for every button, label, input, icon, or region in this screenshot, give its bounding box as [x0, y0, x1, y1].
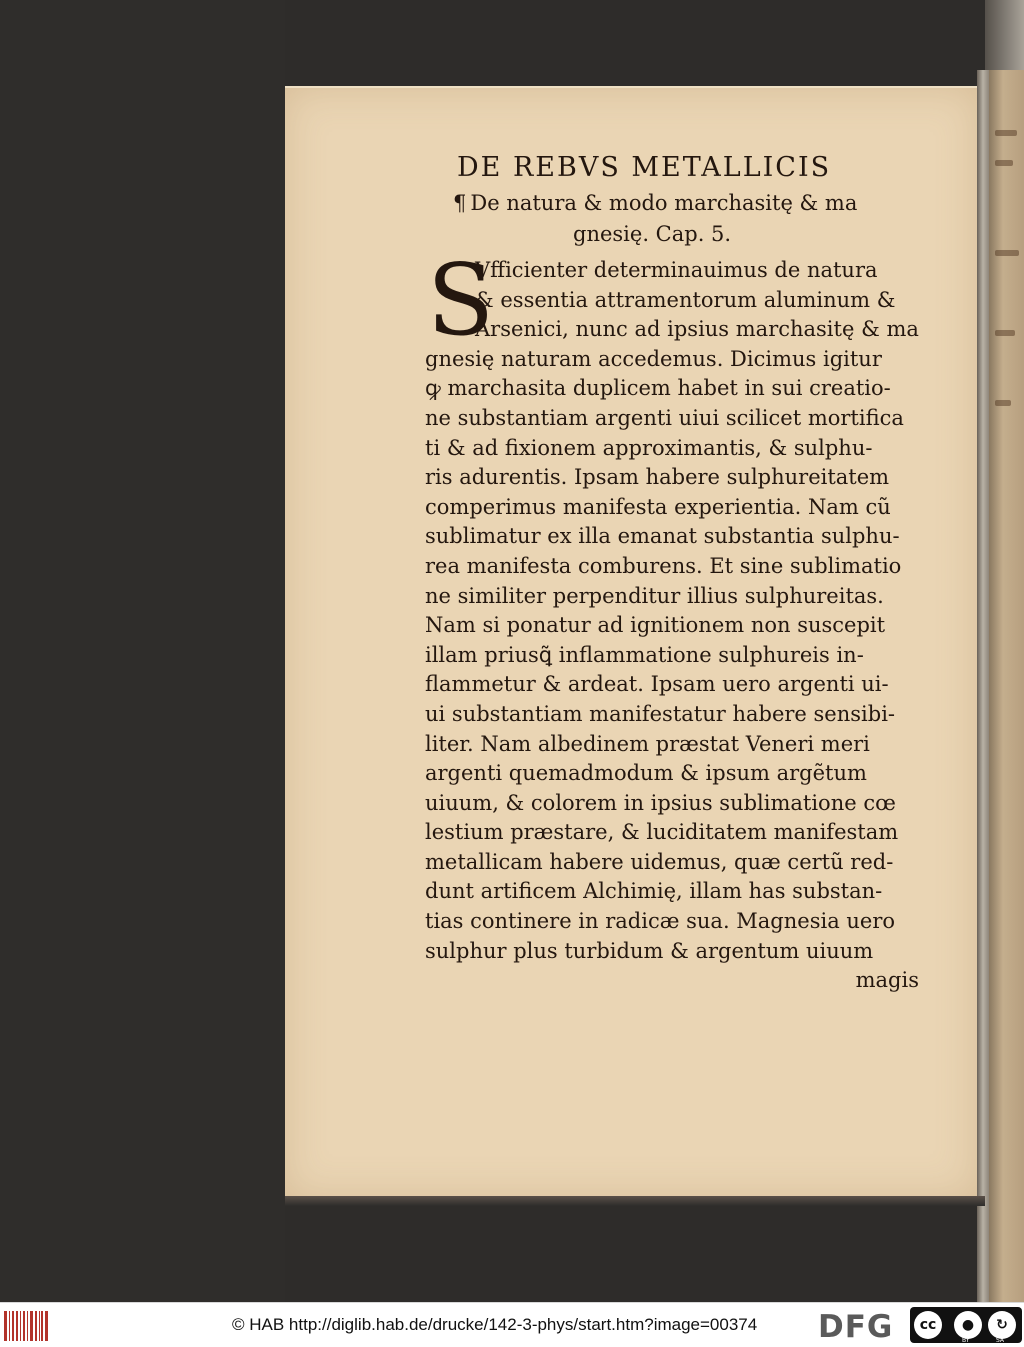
text-line: Nam si ponatur ad ignitionem non suscepit: [425, 613, 886, 638]
footer-bar: [0, 1302, 1024, 1347]
text-line: ui substantiam manifestatur habere sensibi-: [425, 701, 896, 726]
hab-barcode-logo[interactable]: [4, 1311, 48, 1341]
chapter-title: [453, 188, 925, 250]
text-line: lestium præstare, & luciditatem manifestam: [425, 820, 899, 845]
text-line: Arsenici, nunc ad ipsius marchasitę & ma: [475, 317, 919, 342]
page-shadow: [285, 1196, 985, 1206]
drop-initial: S: [427, 244, 495, 358]
text-line: flammetur & ardeat. Ipsam uero argenti ui-: [425, 672, 889, 697]
text-line: gnesię naturam accedemus. Dicimus igitur: [425, 346, 882, 371]
sa-label: SA: [996, 1337, 1005, 1344]
text-line: ne similiter perpenditur illius sulphureitas.: [425, 583, 884, 608]
running-head: DE REBVS METALLICIS: [457, 152, 832, 183]
copyright-url-link[interactable]: © HAB http://diglib.hab.de/drucke/142-3-phys/start.htm?image=00374: [232, 1315, 758, 1334]
next-page-edge: [989, 70, 1024, 1302]
text-line: argenti quemadmodum & ipsum argẽtum: [425, 761, 867, 786]
text-line: Vfficienter determinauimus de natura: [475, 258, 878, 282]
by-label: BY: [962, 1337, 970, 1344]
text-line: sulphur plus turbidum & argentum uiuum: [425, 938, 874, 963]
chapter-title-line1: De natura & modo marchasitę & ma: [470, 191, 858, 215]
text-line: ꝙ marchasita duplicem habet in sui creatio-: [425, 376, 891, 401]
text-line: ne substantiam argenti uiui scilicet mortifica: [425, 405, 904, 430]
text-line: illam priusꝗ̃ inflammatione sulphureis in-: [425, 642, 864, 667]
body-text: [425, 244, 925, 995]
page-text-block: [425, 148, 925, 995]
text-line: metallicam habere uidemus, quæ certũ red-: [425, 849, 894, 874]
text-line: liter. Nam albedinem præstat Veneri meri: [425, 731, 870, 756]
text-line: dunt artificem Alchimię, illam has substan-: [425, 879, 883, 904]
catchword: magis: [855, 968, 919, 993]
pilcrow-mark: ¶: [453, 191, 467, 215]
facing-page-dark-area: [0, 0, 285, 1302]
dfg-logo[interactable]: DFG: [818, 1309, 894, 1345]
text-line: ti & ad fixionem approximantis, & sulphu-: [425, 435, 873, 460]
text-line: ris adurentis. Ipsam habere sulphureitatem: [425, 465, 890, 490]
person-icon: ●: [954, 1311, 982, 1339]
text-line: uiuum, & colorem in ipsius sublimatione cœ: [425, 790, 896, 815]
book-gutter: [977, 70, 989, 1302]
text-line: sublimatur ex illa emanat substantia sulphu-: [425, 524, 900, 549]
text-line: comperimus manifesta experientia. Nam cũ: [425, 494, 891, 519]
cc-icon: cc: [914, 1311, 942, 1339]
text-line: & essentia attramentorum aluminum &: [475, 287, 896, 312]
text-line: rea manifesta comburens. Et sine sublimatio: [425, 553, 902, 578]
chapter-title-line2: gnesię. Cap. 5.: [573, 222, 732, 246]
text-line: tias continere in radicæ sua. Magnesia uero: [425, 909, 896, 934]
share-alike-icon: ↻: [988, 1311, 1016, 1339]
creative-commons-license-badge[interactable]: [910, 1307, 1022, 1343]
